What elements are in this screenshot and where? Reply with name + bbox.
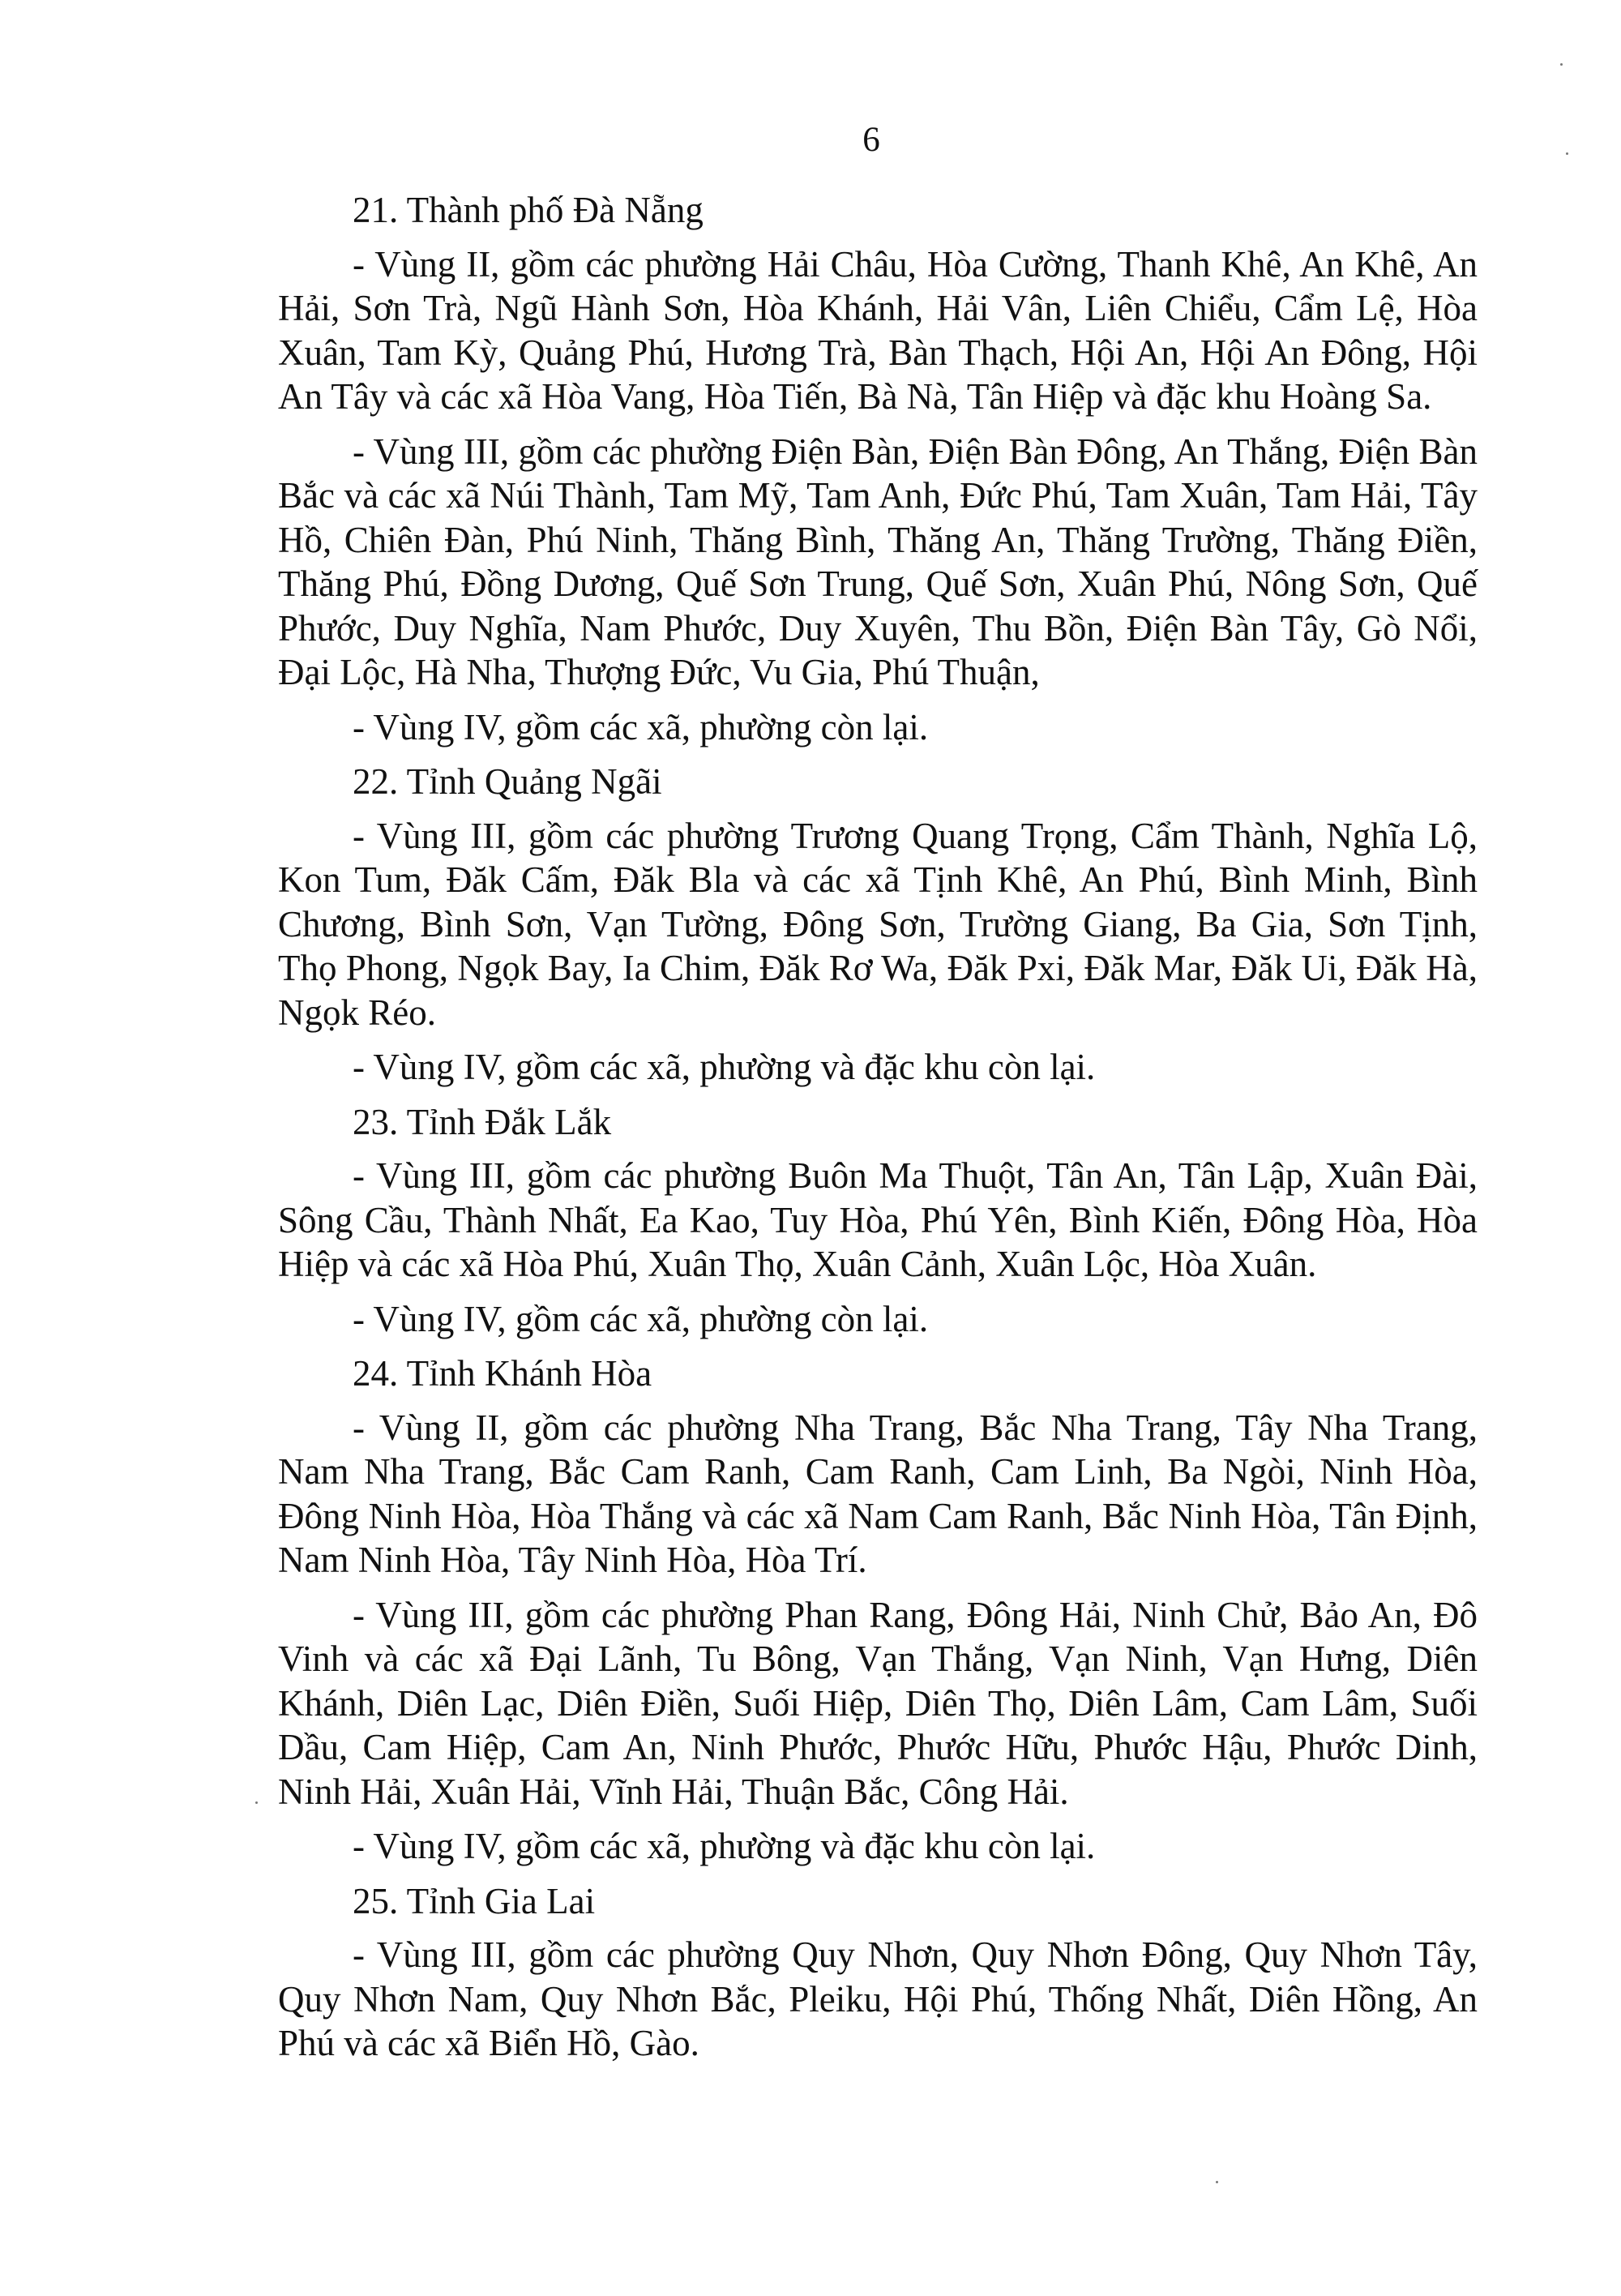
document-body — [278, 188, 1478, 2076]
scan-speck — [1560, 63, 1563, 66]
section-heading: 25. Tỉnh Gia Lai — [353, 1880, 596, 1921]
paragraph: - Vùng III, gồm các phường Trương Quang Trọng, Cẩm Thành, Nghĩa Lộ, Kon Tum, Đăk Cấm, Đăk Bla và các xã Tịnh Khê, An Phú, Bình Minh, Bình Chương, Bình Sơn, Vạn Tường, Đông Sơn, Trường Giang, Ba Gia, Sơn Tịnh, Thọ Phong, Ngọk Bay, Ia Chim, Đăk Rơ Wa, Đăk Pxi, Đăk Mar, Đăk Ui, Đăk Hà, Ngọk Réo. — [278, 815, 1478, 1033]
paragraph: - Vùng IV, gồm các xã, phường còn lại. — [353, 706, 929, 747]
section-quang-ngai — [278, 760, 1478, 1090]
section-dak-lak — [278, 1100, 1478, 1342]
paragraph: - Vùng IV, gồm các xã, phường còn lại. — [353, 1298, 929, 1339]
paragraph: - Vùng IV, gồm các xã, phường và đặc khu còn lại. — [353, 1047, 1096, 1087]
section-heading: 23. Tỉnh Đắk Lắk — [353, 1101, 612, 1142]
paragraph: - Vùng II, gồm các phường Nha Trang, Bắc Nha Trang, Tây Nha Trang, Nam Nha Trang, Bắc Cam Ranh, Cam Ranh, Cam Linh, Ba Ngòi, Ninh Hòa, Đông Ninh Hòa, Hòa Thắng và các xã Nam Cam Ranh, Bắc Ninh Hòa, Tân Định, Nam Ninh Hòa, Tây Ninh Hòa, Hòa Trí. — [278, 1407, 1478, 1580]
page-number: 6 — [862, 121, 880, 159]
paragraph: - Vùng III, gồm các phường Phan Rang, Đông Hải, Ninh Chử, Bảo An, Đô Vinh và các xã Đại Lãnh, Tu Bông, Vạn Thắng, Vạn Ninh, Vạn Hưng, Diên Khánh, Diên Lạc, Diên Điền, Suối Hiệp, Diên Thọ, Diên Lâm, Cam Lâm, Suối Dầu, Cam Hiệp, Cam An, Ninh Phước, Phước Hữu, Phước Hậu, Phước Dinh, Ninh Hải, Xuân Hải, Vĩnh Hải, Thuận Bắc, Công Hải. — [278, 1594, 1478, 1812]
scan-speck — [255, 1801, 258, 1804]
section-heading: 22. Tỉnh Quảng Ngãi — [353, 761, 662, 802]
paragraph: - Vùng III, gồm các phường Buôn Ma Thuột, Tân An, Tân Lập, Xuân Đài, Sông Cầu, Thành Nhất, Ea Kao, Tuy Hòa, Phú Yên, Bình Kiến, Đông Hòa, Hòa Hiệp và các xã Hòa Phú, Xuân Thọ, Xuân Cảnh, Xuân Lộc, Hòa Xuân. — [278, 1155, 1478, 1284]
paragraph: - Vùng III, gồm các phường Quy Nhơn, Quy Nhơn Đông, Quy Nhơn Tây, Quy Nhơn Nam, Quy Nhơn Bắc, Pleiku, Hội Phú, Thống Nhất, Diên Hồng, An Phú và các xã Biển Hồ, Gào. — [278, 1934, 1478, 2063]
section-heading: 21. Thành phố Đà Nẵng — [353, 190, 704, 230]
paragraph: - Vùng IV, gồm các xã, phường và đặc khu còn lại. — [353, 1826, 1096, 1866]
scan-speck — [1216, 2181, 1218, 2183]
section-khanh-hoa — [278, 1351, 1478, 1869]
section-da-nang — [278, 188, 1478, 749]
paragraph: - Vùng III, gồm các phường Điện Bàn, Điện Bàn Đông, An Thắng, Điện Bàn Bắc và các xã Núi Thành, Tam Mỹ, Tam Anh, Đức Phú, Tam Xuân, Tam Hải, Tây Hồ, Chiên Đàn, Phú Ninh, Thăng Bình, Thăng An, Thăng Trường, Thăng Điền, Thăng Phú, Đồng Dương, Quế Sơn Trung, Quế Sơn, Xuân Phú, Nông Sơn, Quế Phước, Duy Nghĩa, Nam Phước, Duy Xuyên, Thu Bồn, Điện Bàn Tây, Gò Nổi, Đại Lộc, Hà Nha, Thượng Đức, Vu Gia, Phú Thuận, — [278, 430, 1478, 692]
paragraph: - Vùng II, gồm các phường Hải Châu, Hòa Cường, Thanh Khê, An Khê, An Hải, Sơn Trà, Ngũ Hành Sơn, Hòa Khánh, Hải Vân, Liên Chiểu, Cẩm Lệ, Hòa Xuân, Tam Kỳ, Quảng Phú, Hương Trà, Bàn Thạch, Hội An, Hội An Đông, Hội An Tây và các xã Hòa Vang, Hòa Tiến, Bà Nà, Tân Hiệp và đặc khu Hoàng Sa. — [278, 243, 1478, 417]
scan-speck — [1566, 152, 1568, 155]
section-gia-lai — [278, 1879, 1478, 2066]
section-heading: 24. Tỉnh Khánh Hòa — [353, 1353, 652, 1394]
